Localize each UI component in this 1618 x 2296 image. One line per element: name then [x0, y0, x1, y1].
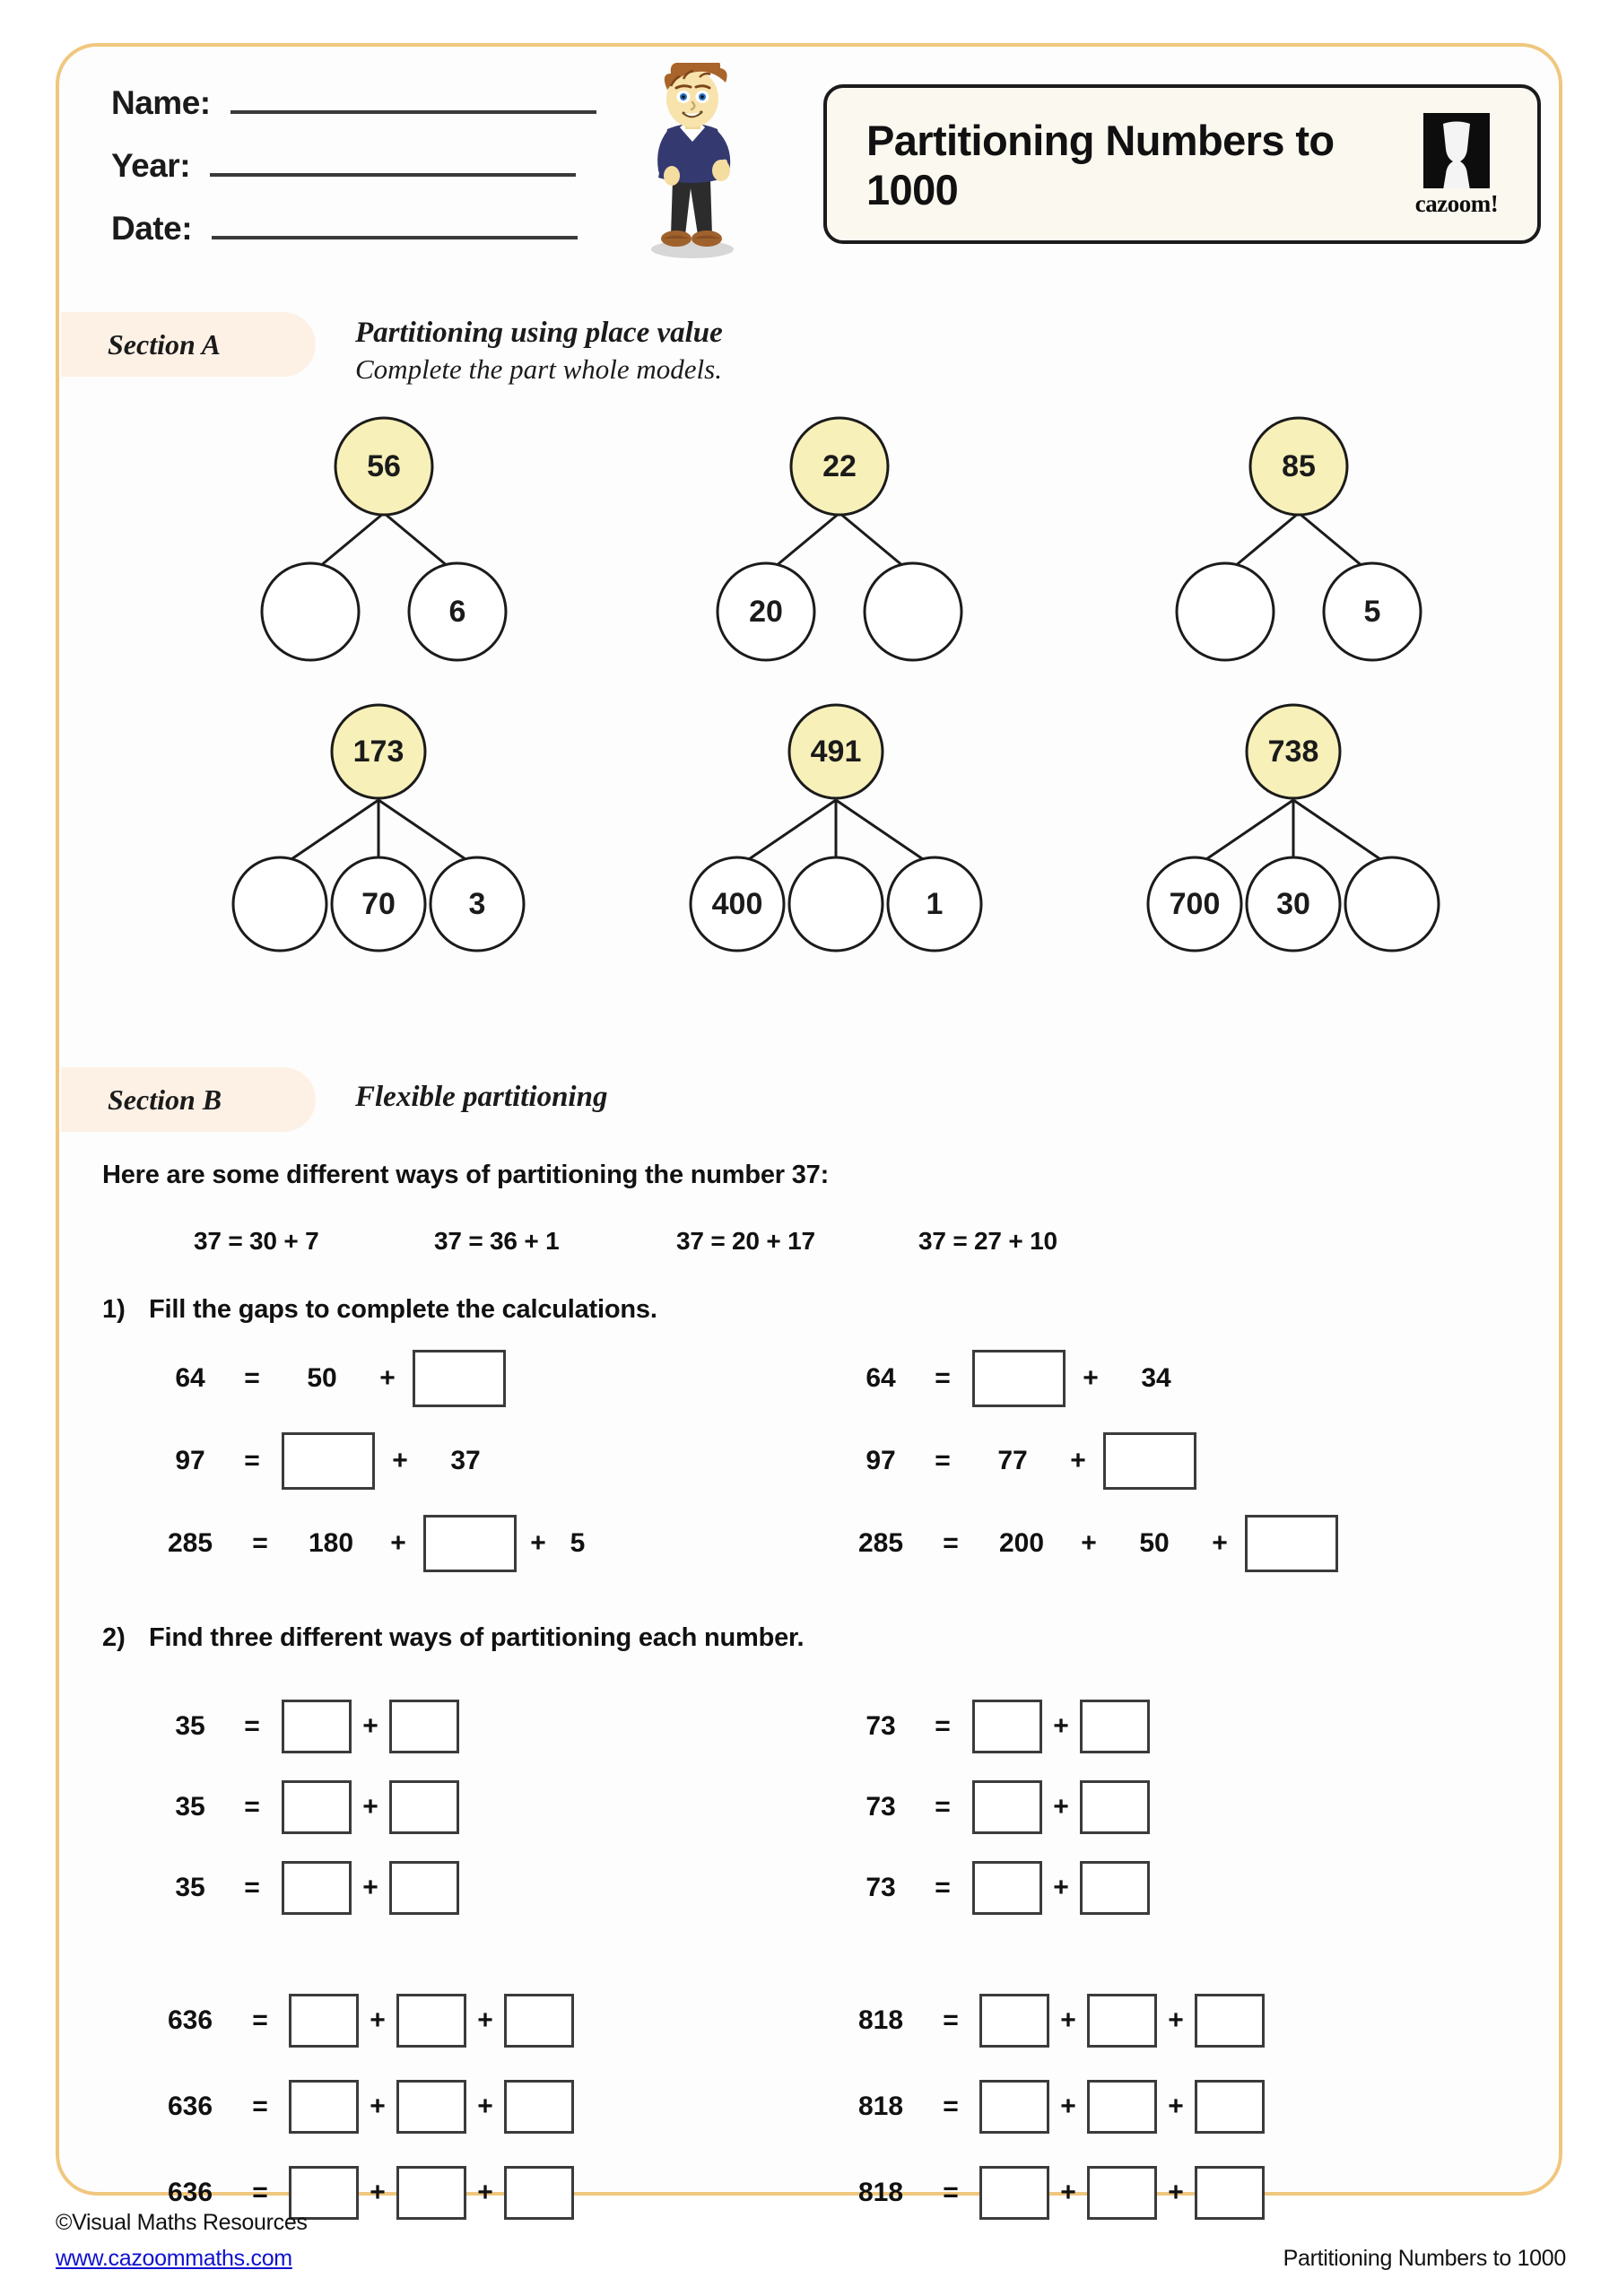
footer-website-link[interactable]: www.cazoommaths.com [56, 2246, 292, 2271]
footer-worksheet-title: Partitioning Numbers to 1000 [1283, 2246, 1566, 2271]
student-mascot-icon [622, 63, 766, 260]
eq-plus: + [1060, 2005, 1076, 2035]
answer-box[interactable] [1087, 2080, 1157, 2134]
whole-value: 85 [1282, 449, 1316, 483]
q2-right-818-row-1 [839, 1989, 1265, 2052]
eq-plus: + [1070, 1446, 1086, 1475]
example-equation-4: 37 = 27 + 10 [918, 1227, 1057, 1255]
q2-right-73-row-1 [848, 1695, 1150, 1758]
answer-box[interactable] [972, 1700, 1042, 1753]
section-a-label: Section A [108, 328, 221, 361]
eq-plus: + [1081, 1528, 1097, 1558]
eq-plus: + [1053, 1711, 1069, 1741]
footer-copyright: ©Visual Maths Resources [56, 2210, 308, 2235]
eq-total: 818 [857, 2005, 904, 2035]
part-whole-model-738[interactable] [1105, 691, 1482, 960]
q2-left-35-row-3 [158, 1857, 459, 1919]
eq-equals: = [935, 1873, 951, 1902]
answer-box[interactable] [979, 2080, 1049, 2134]
part-value: 1 [926, 887, 944, 921]
answer-box[interactable] [282, 1432, 375, 1490]
eq-total: 636 [167, 2005, 213, 2035]
part-whole-model-85[interactable] [1128, 404, 1469, 664]
worksheet-header [59, 47, 1566, 289]
q2-left-636-row-2 [149, 2075, 574, 2138]
section-b-banner [61, 1067, 316, 1132]
answer-box[interactable] [413, 1350, 506, 1407]
q1-right-row-2 [848, 1430, 1196, 1492]
section-a-subtitle: Complete the part whole models. [355, 353, 722, 385]
eq-plus: + [390, 1528, 406, 1558]
year-field-row [111, 149, 576, 182]
part-value: 70 [361, 887, 396, 921]
eq-equals: = [244, 1711, 260, 1741]
eq-plus: + [362, 1711, 378, 1741]
part-whole-model-56[interactable] [213, 404, 554, 664]
answer-box[interactable] [1087, 1994, 1157, 2048]
name-field-label: Name: [111, 84, 211, 121]
eq-equals: = [244, 1873, 260, 1902]
eq-plus: + [392, 1446, 408, 1475]
eq-equals: = [244, 1446, 260, 1475]
part-value: 20 [749, 595, 783, 629]
q2-left-35-row-2 [158, 1776, 459, 1839]
q2-right-818-row-2 [839, 2075, 1265, 2138]
answer-box[interactable] [504, 1994, 574, 2048]
eq-equals: = [935, 1363, 951, 1393]
q1-left-row-2 [158, 1430, 506, 1492]
whole-value: 22 [822, 449, 857, 483]
eq-plus: + [1053, 1792, 1069, 1822]
section-a-banner [61, 312, 316, 377]
eq-plus: + [530, 1528, 546, 1558]
part-whole-model-22[interactable] [669, 404, 1010, 664]
part-value: 5 [1363, 595, 1381, 629]
answer-box[interactable] [972, 1780, 1042, 1834]
eq-total: 285 [857, 1528, 904, 1558]
question-1-text: Fill the gaps to complete the calculations. [149, 1295, 657, 1324]
eq-term: 34 [1141, 1363, 1171, 1393]
year-field-line[interactable] [210, 173, 576, 177]
whole-value: 491 [810, 735, 862, 769]
eq-equals: = [935, 1446, 951, 1475]
answer-box[interactable] [1245, 1515, 1338, 1572]
eq-plus: + [477, 2092, 493, 2121]
eq-term: 50 [307, 1363, 337, 1393]
title-box [823, 84, 1541, 244]
eq-total: 73 [866, 1792, 896, 1822]
part-value: 700 [1169, 887, 1221, 921]
eq-total: 73 [866, 1873, 896, 1902]
eq-plus: + [1168, 2092, 1184, 2121]
answer-box[interactable] [289, 2080, 359, 2134]
answer-box[interactable] [972, 1350, 1066, 1407]
question-2-number: 2) [102, 1623, 126, 1652]
answer-box[interactable] [396, 2080, 466, 2134]
answer-box[interactable] [1080, 1861, 1150, 1915]
q1-right-row-1 [848, 1347, 1196, 1410]
eq-plus: + [1053, 1873, 1069, 1902]
answer-box[interactable] [389, 1861, 459, 1915]
eq-total: 285 [167, 1528, 213, 1558]
eq-equals: = [252, 2005, 268, 2035]
eq-total: 35 [175, 1711, 205, 1741]
eq-equals: = [252, 1528, 268, 1558]
answer-box[interactable] [423, 1515, 517, 1572]
answer-box[interactable] [282, 1780, 352, 1834]
part-value: 6 [448, 595, 466, 629]
part-value: 400 [711, 887, 763, 921]
answer-box[interactable] [1080, 1700, 1150, 1753]
date-field-row [111, 212, 578, 245]
eq-equals: = [943, 1528, 959, 1558]
q1-left-row-1 [158, 1347, 506, 1410]
page-title: Partitioning Numbers to 1000 [866, 117, 1335, 213]
eq-term: 200 [998, 1528, 1045, 1558]
eq-plus: + [362, 1792, 378, 1822]
eq-plus: + [477, 2005, 493, 2035]
eq-plus: + [1060, 2178, 1076, 2207]
eq-equals: = [935, 1711, 951, 1741]
eq-term: 50 [1139, 1528, 1170, 1558]
eq-term: 5 [570, 1528, 586, 1558]
eq-term: 180 [308, 1528, 354, 1558]
answer-box[interactable] [504, 2080, 574, 2134]
section-b-title: Flexible partitioning [355, 1081, 608, 1113]
question-2-text: Find three different ways of partitioning each number. [149, 1623, 805, 1652]
answer-box[interactable] [282, 1700, 352, 1753]
eq-total: 97 [175, 1446, 205, 1475]
answer-box[interactable] [1080, 1780, 1150, 1834]
q2-left-636-row-1 [149, 1989, 574, 2052]
name-field-line[interactable] [231, 110, 596, 114]
q2-right-73-row-2 [848, 1776, 1150, 1839]
answer-box[interactable] [282, 1861, 352, 1915]
example-equation-2: 37 = 36 + 1 [434, 1227, 560, 1255]
answer-box[interactable] [396, 1994, 466, 2048]
answer-box[interactable] [389, 1780, 459, 1834]
section-b-intro: Here are some different ways of partitioning the number 37: [102, 1161, 830, 1189]
eq-plus: + [379, 1363, 396, 1393]
example-equation-1: 37 = 30 + 7 [194, 1227, 319, 1255]
eq-plus: + [1212, 1528, 1228, 1558]
eq-plus: + [1060, 2092, 1076, 2121]
whole-value: 56 [367, 449, 401, 483]
eq-plus: + [370, 2005, 386, 2035]
eq-total: 636 [167, 2178, 213, 2207]
date-field-line[interactable] [212, 236, 578, 239]
cazoom-cup-logo-icon [1423, 113, 1490, 188]
eq-total: 818 [857, 2092, 904, 2121]
eq-total: 818 [857, 2178, 904, 2207]
eq-total: 97 [866, 1446, 896, 1475]
worksheet-footer [56, 2210, 1571, 2296]
q2-right-73-row-3 [848, 1857, 1150, 1919]
eq-equals: = [244, 1363, 260, 1393]
q2-left-35-row-1 [158, 1695, 459, 1758]
answer-box[interactable] [1195, 1994, 1265, 2048]
eq-plus: + [477, 2178, 493, 2207]
eq-total: 64 [175, 1363, 205, 1393]
eq-plus: + [362, 1873, 378, 1902]
q1-left-row-3 [149, 1512, 596, 1575]
section-b-label: Section B [108, 1083, 222, 1116]
cazoom-logo [1408, 113, 1505, 218]
example-equation-3: 37 = 20 + 17 [676, 1227, 815, 1255]
name-field-row [111, 86, 596, 119]
eq-total: 636 [167, 2092, 213, 2121]
date-field-label: Date: [111, 210, 193, 247]
whole-value: 173 [352, 735, 404, 769]
answer-box[interactable] [389, 1700, 459, 1753]
eq-plus: + [370, 2092, 386, 2121]
eq-total: 64 [866, 1363, 896, 1393]
eq-total: 73 [866, 1711, 896, 1741]
eq-plus: + [370, 2178, 386, 2207]
part-value: 3 [468, 887, 486, 921]
answer-box[interactable] [972, 1861, 1042, 1915]
part-whole-model-173[interactable] [190, 691, 567, 960]
worksheet-frame [56, 43, 1562, 2207]
eq-total: 35 [175, 1873, 205, 1902]
eq-plus: + [1168, 2178, 1184, 2207]
part-value: 30 [1276, 887, 1310, 921]
eq-equals: = [943, 2178, 959, 2207]
answer-box[interactable] [289, 1994, 359, 2048]
eq-equals: = [935, 1792, 951, 1822]
year-field-label: Year: [111, 147, 191, 184]
eq-equals: = [943, 2092, 959, 2121]
eq-equals: = [252, 2178, 268, 2207]
eq-plus: + [1168, 2005, 1184, 2035]
question-1-number: 1) [102, 1295, 126, 1324]
eq-total: 35 [175, 1792, 205, 1822]
section-a-title: Partitioning using place value [355, 317, 723, 349]
eq-equals: = [252, 2092, 268, 2121]
answer-box[interactable] [979, 1994, 1049, 2048]
part-whole-model-491[interactable] [648, 691, 1024, 960]
q1-right-row-3 [839, 1512, 1338, 1575]
eq-equals: = [943, 2005, 959, 2035]
eq-term: 37 [450, 1446, 481, 1475]
answer-box[interactable] [1103, 1432, 1196, 1490]
eq-equals: = [244, 1792, 260, 1822]
eq-term: 77 [997, 1446, 1028, 1475]
whole-value: 738 [1267, 735, 1319, 769]
eq-plus: + [1083, 1363, 1099, 1393]
cazoom-wordmark: cazoom! [1414, 190, 1499, 217]
answer-box[interactable] [1195, 2080, 1265, 2134]
